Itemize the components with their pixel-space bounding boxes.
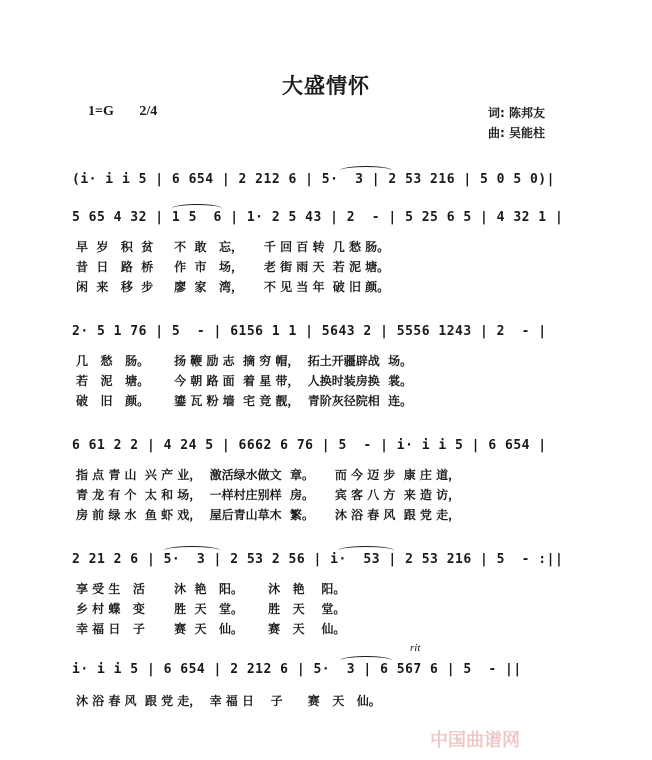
key-label: 1=G [88,104,114,119]
song-title: 大盛情怀 [282,74,370,98]
lyricist-credit: 词: 陈邦友 [488,106,545,120]
lyric-line: 享 受 生 活 沐 艳 阳。 沐 艳 阳。 [76,582,346,596]
lyric-line: 若 泥 塘。 今 朝 路 面 着 星 带， 人换时装房换 裳。 [76,374,413,388]
lyric-line: 早 岁 积 贫 不 敢 忘， 千 回 百 转 几 愁 肠。 [76,240,390,254]
composer-credit: 曲: 吴能柱 [488,126,545,140]
watermark-logo: 中国曲谱网 [430,730,520,751]
notation-line-5: 2 21 2 6 | 5· 3 | 2 53 2 56 | i· 53 | 2 53 216 | 5 - :|| [72,552,564,567]
lyric-line: 几 愁 肠。 扬 鞭 励 志 摘 穷 帽， 拓土开疆辟战 场。 [76,354,413,368]
slur-mark [164,546,220,555]
slur-mark [340,656,392,665]
notation-line-6: i· i i 5 | 6 654 | 2 212 6 | 5· 3 | 6 567 6 | 5 - || [72,662,522,677]
key-signature [88,104,179,120]
slur-mark [338,546,394,555]
lyric-line: 破 旧 颜。 鎏 瓦 粉 墙 宅 竞 靓， 青阶灰径院相 连。 [76,394,413,408]
lyric-line: 指 点 青 山 兴 产 业， 激活绿水做文 章。 而 今 迈 步 康 庄 道， [76,468,461,482]
notation-line-3: 2· 5 1 76 | 5 - | 6156 1 1 | 5643 2 | 5556 1243 | 2 - | [72,324,547,339]
rit-marking: rit [410,642,421,654]
lyric-line: 昔 日 路 桥 作 市 场， 老 街 雨 天 若 泥 塘。 [76,260,390,274]
lyric-line: 房 前 绿 水 鱼 虾 戏， 屋后青山草木 繁。 沐 浴 春 风 跟 党 走， [76,508,461,522]
slur-mark [172,204,222,213]
lyric-line: 乡 村 蝶 变 胜 天 堂。 胜 天 堂。 [76,602,346,616]
slur-mark [340,166,392,175]
notation-line-2: 5 65 4 32 | 1 5 6 | 1· 2 5 43 | 2 - | 5 25 6 5 | 4 32 1 | [72,210,564,225]
notation-line-4: 6 61 2 2 | 4 24 5 | 6662 6 76 | 5 - | i· i i 5 | 6 654 | [72,438,547,453]
notation-line-1: (i· i i 5 | 6 654 | 2 212 6 | 5· 3 | 2 53 216 | 5 0 5 0)| [72,172,555,187]
lyric-line: 幸 福 日 子 赛 天 仙。 赛 天 仙。 [76,622,346,636]
lyric-line: 沐 浴 春 风 跟 党 走， 幸 福 日 子 赛 天 仙。 [76,694,381,708]
lyric-line: 青 龙 有 个 太 和 场， 一样村庄别样 房。 宾 客 八 方 来 造 访， [76,488,461,502]
lyric-line: 闲 来 移 步 廖 家 湾， 不 见 当 年 破 旧 颜。 [76,280,390,294]
meter-label: 2/4 [139,104,158,119]
